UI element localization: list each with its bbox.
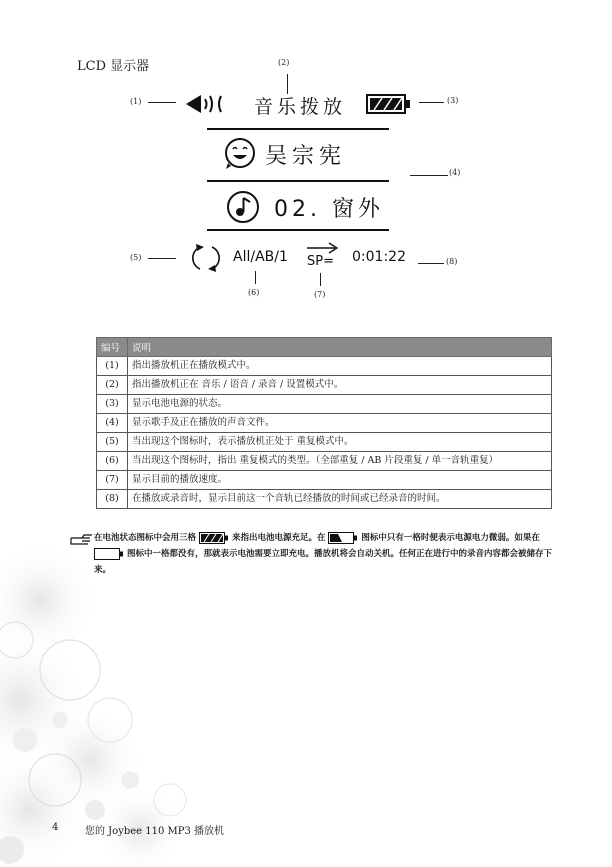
battery-note [94,530,554,578]
callout-4-leader [410,175,448,176]
battery-full-icon [199,532,229,544]
speaker-play-icon [183,92,227,116]
callout-3-leader [419,102,444,103]
music-note-icon [226,190,260,224]
pointing-hand-icon [70,532,94,546]
table-row [97,490,552,509]
battery-empty-icon [94,548,124,560]
callout-1: (1) [130,97,142,106]
callout-2-leader [287,74,288,94]
speed-arrow-icon [305,240,341,254]
row-description: 在播放或录音时，显示目前这一个音轨已经播放的时间或已经录音的时间。 [128,490,552,509]
lcd-track: 02. 窗外 [274,197,384,222]
row-description: 显示电池电源的状态。 [128,395,552,414]
callout-7: (7) [314,290,326,299]
table-header-description: 说明 [128,338,552,357]
callout-3: (3) [447,96,459,105]
row-number: (1) [97,357,128,376]
note-text-1: 在电池状态图标中会用三格 [94,533,197,543]
footer-text: 您的 Joybee 110 MP3 播放机 [85,826,225,837]
lcd-divider-3 [207,229,389,231]
callout-4: (4) [449,168,461,177]
row-description: 当出现这个图标时，表示播放机正处于 重复模式中。 [128,433,552,452]
row-number: (5) [97,433,128,452]
lcd-mode-text: 音乐拨放 [254,96,347,118]
lcd-artist: 吴宗宪 [265,144,347,169]
row-number: (3) [97,395,128,414]
row-description: 指出播放机正在播放模式中。 [128,357,552,376]
callout-7-leader [320,273,321,286]
lcd-speed-label: SP= [307,254,334,269]
row-description: 显示目前的播放速度。 [128,471,552,490]
lcd-time: 0:01:22 [352,249,406,265]
callout-2: (2) [278,58,290,67]
row-description: 显示歌手及正在播放的声音文件。 [128,414,552,433]
lcd-divider-2 [207,180,389,182]
note-text-2: 来指出电池电源充足。在 [231,533,326,543]
smiley-face-icon [223,137,257,171]
table-row [97,414,552,433]
table-row [97,395,552,414]
section-title: LCD 显示器 [77,59,150,74]
table-row [97,433,552,452]
row-description: 当出现这个图标时，指出 重复模式的类型。（全部重复 / AB 片段重复 / 单一音轨重复） [128,452,552,471]
description-table [96,337,552,509]
callout-5: (5) [130,253,142,262]
callout-6: (6) [248,288,260,297]
callout-5-leader [148,258,176,259]
row-number: (7) [97,471,128,490]
callout-8-leader [418,263,444,264]
row-number: (4) [97,414,128,433]
row-number: (8) [97,490,128,509]
repeat-icon [184,242,228,274]
table-row [97,357,552,376]
callout-1-leader [148,102,176,103]
table-header-row [97,338,552,357]
lcd-repeat-type: All/AB/1 [233,249,288,265]
table-row [97,376,552,395]
note-text-3: 图标中只有一格时便表示电源电力微弱。如果在 [361,533,540,543]
battery-icon [366,93,412,115]
battery-low-icon [328,532,358,544]
table-row [97,452,552,471]
page-number: 4 [52,822,59,833]
table-row [97,471,552,490]
callout-6-leader [255,271,256,284]
table-header-number: 编号 [97,338,128,357]
row-number: (6) [97,452,128,471]
callout-8: (8) [446,257,458,266]
lcd-divider-1 [207,128,389,130]
row-description: 指出播放机正在 音乐 / 语音 / 录音 / 设置模式中。 [128,376,552,395]
row-number: (2) [97,376,128,395]
note-text-4: 图标中一格都没有，那就表示电池需要立即充电。播放机将会自动关机。任何正在进行中的录音内容都会被储存下来。 [94,549,552,575]
